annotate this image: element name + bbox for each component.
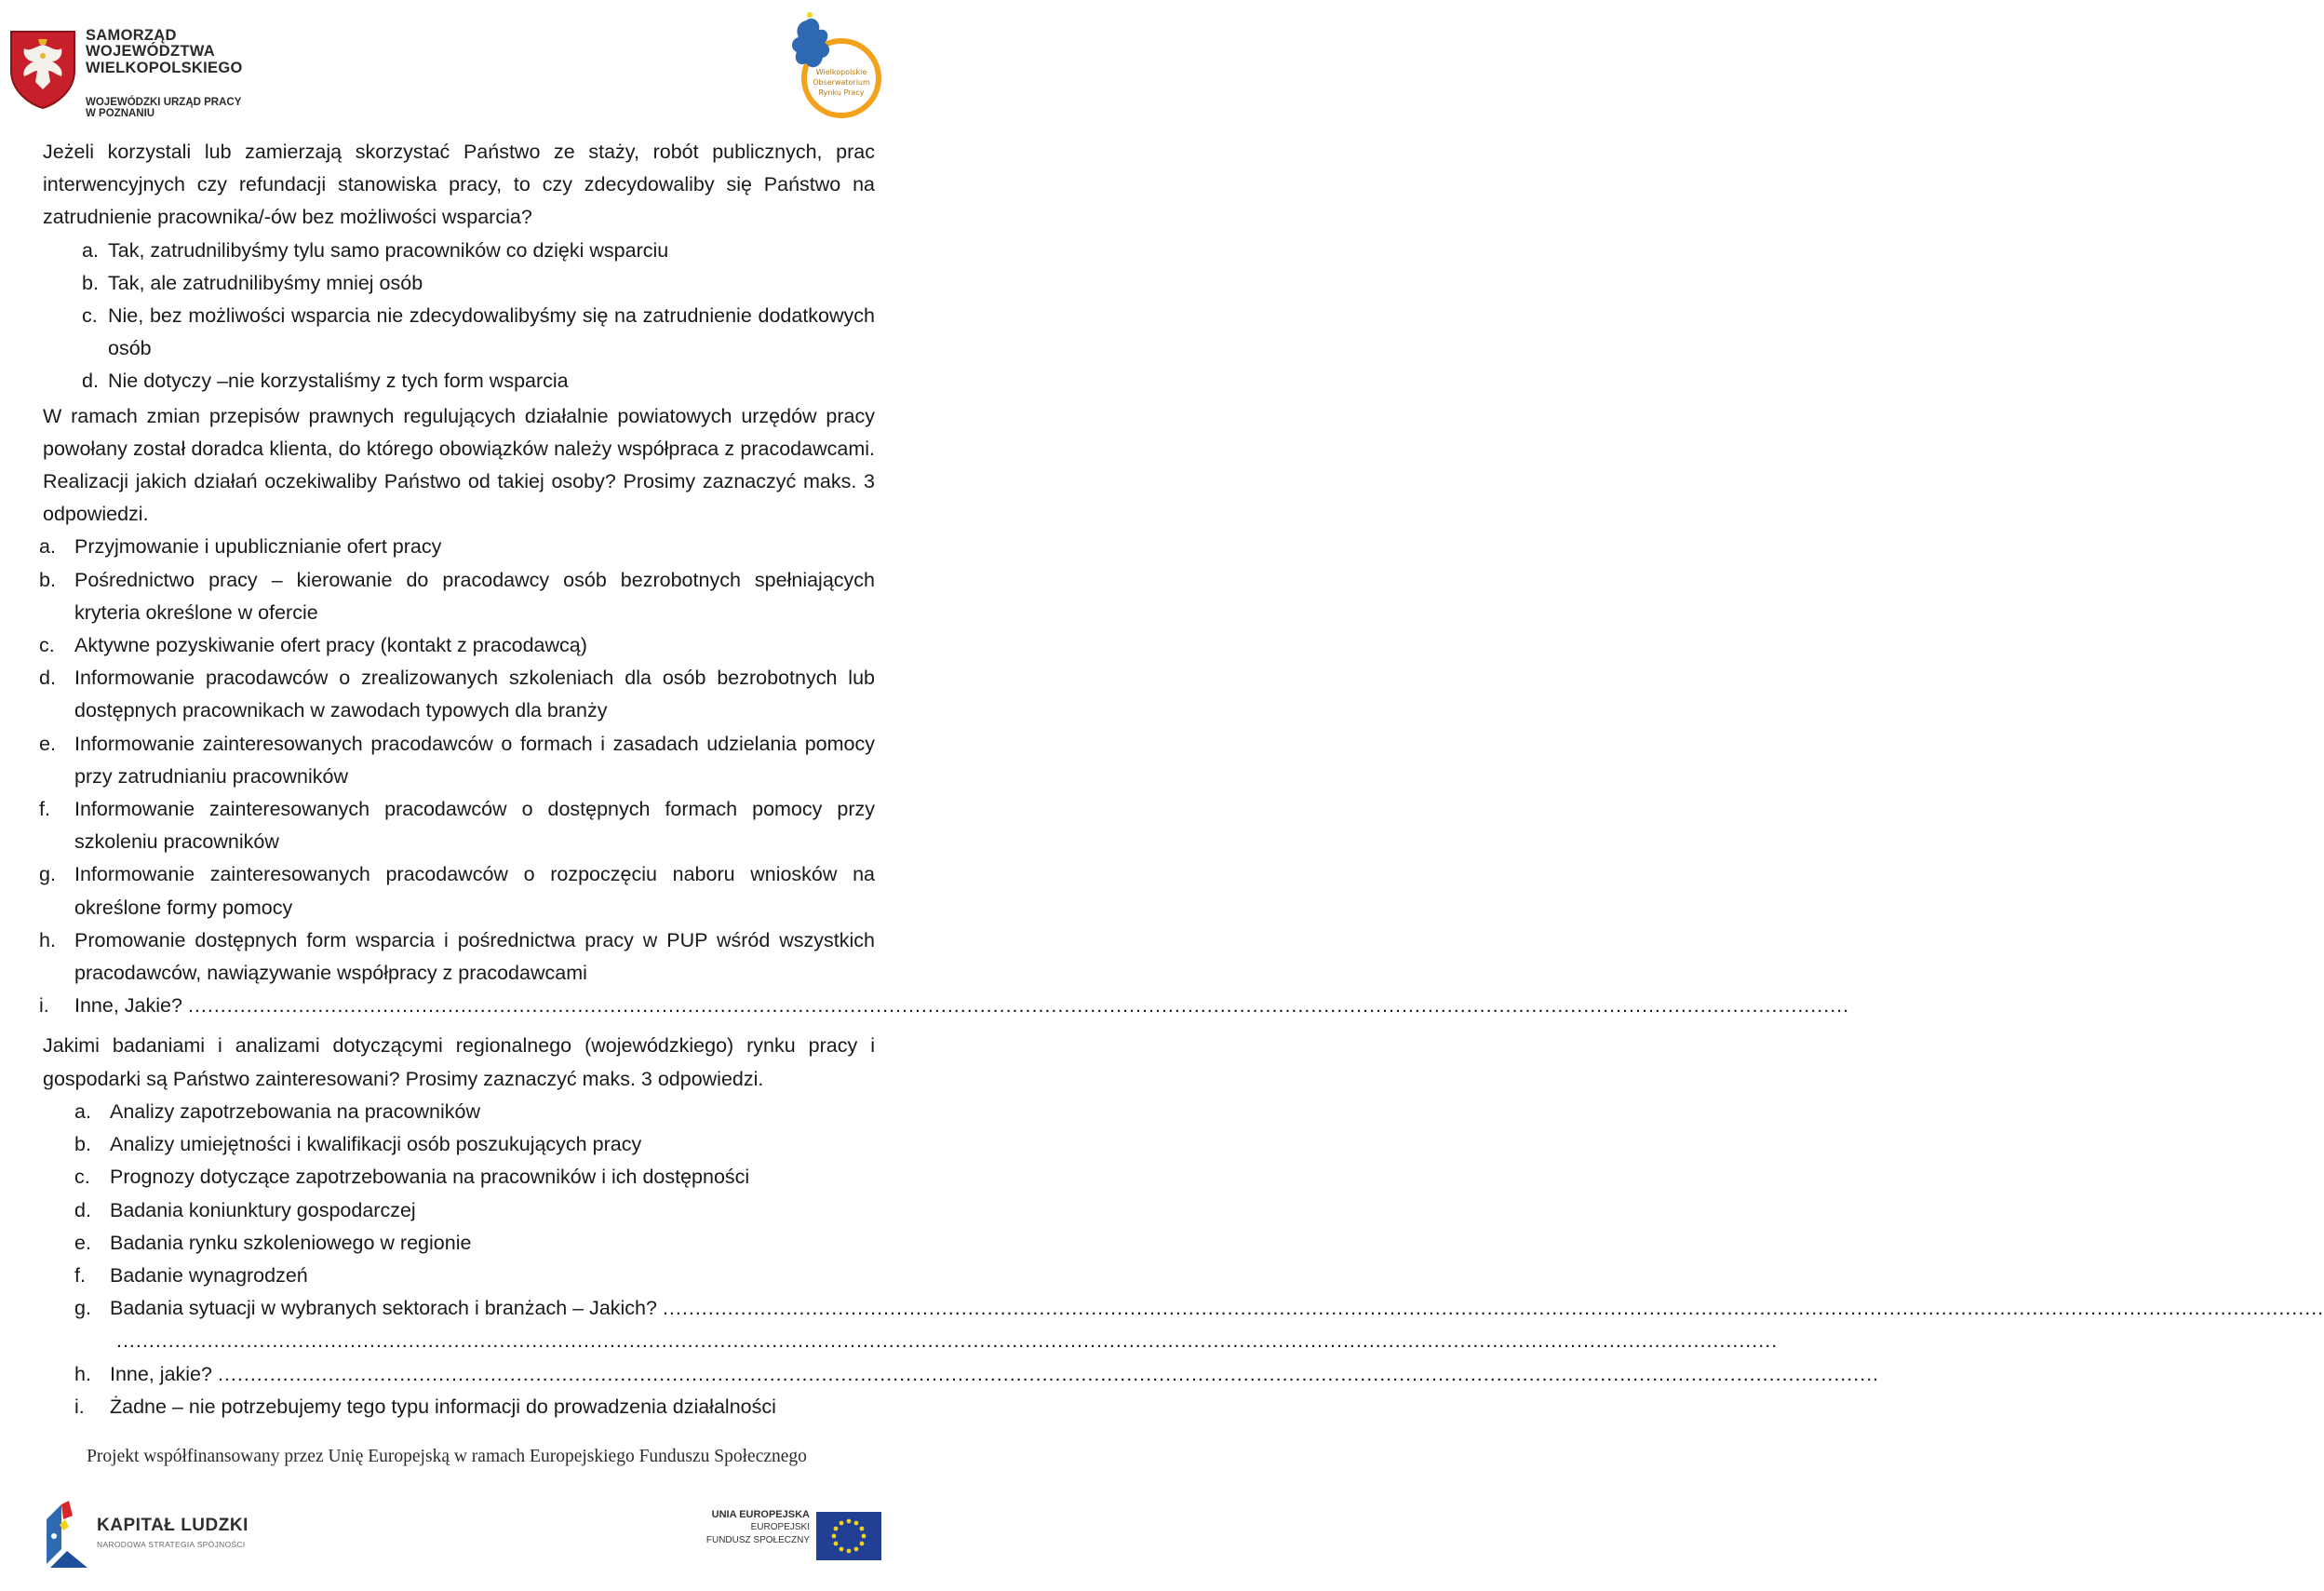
option-letter: a. xyxy=(82,238,99,262)
question-2 xyxy=(4,136,875,235)
option-letter: b. xyxy=(74,1133,91,1156)
option-letter: a. xyxy=(74,1099,91,1123)
option-text: Tak, zatrudnilibyśmy tylu samo pracowników co dzięki wsparciu xyxy=(108,238,669,262)
org-line-2: WIELKOPOLSKIEGO xyxy=(86,59,243,76)
option-2c[interactable] xyxy=(82,300,875,365)
option-3d[interactable] xyxy=(39,662,875,727)
option-text: Przyjmowanie i upublicznianie ofert pracy xyxy=(74,535,442,559)
option-4g[interactable] xyxy=(74,1292,875,1325)
option-letter: h. xyxy=(74,1362,91,1385)
option-letter: d. xyxy=(82,370,99,393)
option-3f[interactable] xyxy=(39,793,875,858)
option-2a[interactable] xyxy=(82,235,875,267)
option-text: Inne, Jakie? xyxy=(74,994,182,1018)
option-letter: b. xyxy=(39,568,56,591)
option-letter: h. xyxy=(39,928,56,951)
option-letter: g. xyxy=(39,863,56,886)
option-4c[interactable] xyxy=(74,1161,875,1193)
kapital-ludzki-subtitle: NARODOWA STRATEGIA SPÓJNOŚCI xyxy=(97,1540,246,1549)
option-text: Analizy umiejętności i kwalifikacji osób poszukujących pracy xyxy=(110,1133,642,1156)
option-letter: c. xyxy=(39,634,55,657)
svg-text:Obserwatorium: Obserwatorium xyxy=(813,78,870,87)
option-letter: e. xyxy=(74,1231,91,1254)
option-text: Analizy zapotrzebowania na pracowników xyxy=(110,1099,480,1123)
option-letter: c. xyxy=(74,1166,90,1189)
question-text: Jeżeli korzystali lub zamierzają skorzystać Państwo ze staży, robót publicznych, prac interwencyjnych czy refundacji stanowiska pracy, to czy zdecydowaliby się Państwo na zatrudnienie pracownika/-ów bez możliwości wsparcia? xyxy=(43,141,875,229)
option-text: Nie, bez możliwości wsparcia nie zdecydowalibyśmy się na zatrudnienie dodatkowych osób xyxy=(108,304,875,360)
questionnaire-body xyxy=(0,136,893,1423)
question-text: W ramach zmian przepisów prawnych regulujących działalnie powiatowych urzędów pracy powołany został doradca klienta, do którego obowiązków należy współpraca z pracodawcami. Realizacji jakich działań oczekiwaliby Państwo od takiej osoby? Prosimy zaznaczyć maks. 3 odpowiedzi. xyxy=(43,404,875,526)
eu-logo-text xyxy=(693,1508,810,1547)
option-letter: f. xyxy=(74,1263,86,1287)
org-line-4: W POZNANIU xyxy=(86,108,155,119)
svg-text:Rynku Pracy: Rynku Pracy xyxy=(818,88,865,97)
option-2b[interactable] xyxy=(82,267,875,300)
organization-name xyxy=(86,28,259,119)
option-letter: g. xyxy=(74,1297,91,1320)
option-letter: e. xyxy=(39,732,56,755)
cofinancing-note: Projekt współfinansowany przez Unię Europejską w ramach Europejskiego Funduszu Społecznego xyxy=(87,1447,807,1466)
option-4i[interactable] xyxy=(74,1391,875,1423)
option-4b[interactable] xyxy=(74,1128,875,1161)
option-text: Informowanie zainteresowanych pracodawców o rozpoczęciu naboru wniosków na określone formy pomocy xyxy=(74,863,875,919)
option-text: Badania sytuacji w wybranych sektorach i branżach – Jakich? xyxy=(110,1297,657,1320)
question-text: Jakimi badaniami i analizami dotyczącymi regionalnego (wojewódzkiego) rynku pracy i gospodarki są Państwo zainteresowani? Prosimy zaznaczyć maks. 3 odpowiedzi. xyxy=(43,1034,875,1090)
option-4g-continuation[interactable] xyxy=(110,1325,875,1357)
eagle-crest-icon xyxy=(7,28,78,110)
option-4a[interactable] xyxy=(74,1096,875,1128)
option-text: Promowanie dostępnych form wsparcia i pośrednictwa pracy w PUP wśród wszystkich pracodawców, nawiązywanie współpracy z pracodawcami xyxy=(74,928,875,985)
option-letter: d. xyxy=(74,1198,91,1221)
eu-flag-icon xyxy=(816,1512,881,1560)
option-text: Inne, jakie? xyxy=(110,1362,212,1385)
option-4h[interactable] xyxy=(74,1358,875,1391)
option-4e[interactable] xyxy=(74,1227,875,1260)
question-4 xyxy=(4,1030,875,1095)
option-text: Informowanie pracodawców o zrealizowanych szkoleniach dla osób bezrobotnych lub dostępnych pracownikach w zawodach typowych dla branży xyxy=(74,667,875,722)
option-letter: f. xyxy=(39,798,50,821)
option-4f[interactable] xyxy=(74,1260,875,1292)
kapital-ludzki-title: KAPITAŁ LUDZKI xyxy=(97,1516,249,1535)
option-letter: i. xyxy=(39,994,49,1018)
option-3a[interactable] xyxy=(39,531,875,563)
option-3h[interactable] xyxy=(39,924,875,990)
option-3e[interactable] xyxy=(39,728,875,793)
option-letter: a. xyxy=(39,535,56,559)
question-3 xyxy=(4,400,875,532)
eu-line-1: UNIA EUROPEJSKA xyxy=(711,1509,810,1520)
header-logo-samorzad xyxy=(7,24,259,117)
option-text: Badanie wynagrodzeń xyxy=(110,1263,308,1287)
option-text: Aktywne pozyskiwanie ofert pracy (kontakt z pracodawcą) xyxy=(74,634,587,657)
kapital-ludzki-emblem-icon xyxy=(41,1499,93,1570)
option-letter: i. xyxy=(74,1395,85,1418)
option-2d[interactable] xyxy=(82,365,875,398)
option-letter: d. xyxy=(39,667,56,690)
option-3i[interactable] xyxy=(39,990,875,1022)
option-3b[interactable] xyxy=(39,564,875,629)
svg-text:Wielkopolskie: Wielkopolskie xyxy=(815,68,867,76)
eu-logo xyxy=(693,1506,884,1571)
eu-line-3: FUNDUSZ SPOŁECZNY xyxy=(705,1535,810,1545)
header-logo-obserwatorium xyxy=(772,9,892,119)
option-letter: c. xyxy=(82,304,98,328)
option-text: Badania rynku szkoleniowego w regionie xyxy=(110,1231,472,1254)
option-text: Prognozy dotyczące zapotrzebowania na pracowników i ich dostępności xyxy=(110,1166,750,1189)
option-text: Tak, ale zatrudnilibyśmy mniej osób xyxy=(108,271,423,294)
org-line-1: SAMORZĄD WOJEWÓDZTWA xyxy=(86,27,215,61)
option-letter: b. xyxy=(82,271,99,294)
option-text: Żadne – nie potrzebujemy tego typu informacji do prowadzenia działalności xyxy=(110,1395,776,1418)
option-text: Badania koniunktury gospodarczej xyxy=(110,1198,416,1221)
option-4d[interactable] xyxy=(74,1194,875,1227)
eu-line-2: EUROPEJSKI xyxy=(750,1522,810,1532)
option-text: Informowanie zainteresowanych pracodawców o dostępnych formach pomocy przy szkoleniu pracowników xyxy=(74,798,875,854)
option-text: Pośrednictwo pracy – kierowanie do pracodawcy osób bezrobotnych spełniających kryteria określone w ofercie xyxy=(74,568,875,624)
option-text: Informowanie zainteresowanych pracodawców o formach i zasadach udzielania pomocy przy zatrudnianiu pracowników xyxy=(74,732,875,788)
org-line-3: WOJEWÓDZKI URZĄD PRACY xyxy=(86,96,242,108)
obserwatorium-logo-icon xyxy=(772,9,892,119)
option-3g[interactable] xyxy=(39,858,875,924)
option-3c[interactable] xyxy=(39,629,875,662)
option-text: Nie dotyczy –nie korzystaliśmy z tych form wsparcia xyxy=(108,370,569,393)
kapital-ludzki-logo xyxy=(41,1499,274,1573)
